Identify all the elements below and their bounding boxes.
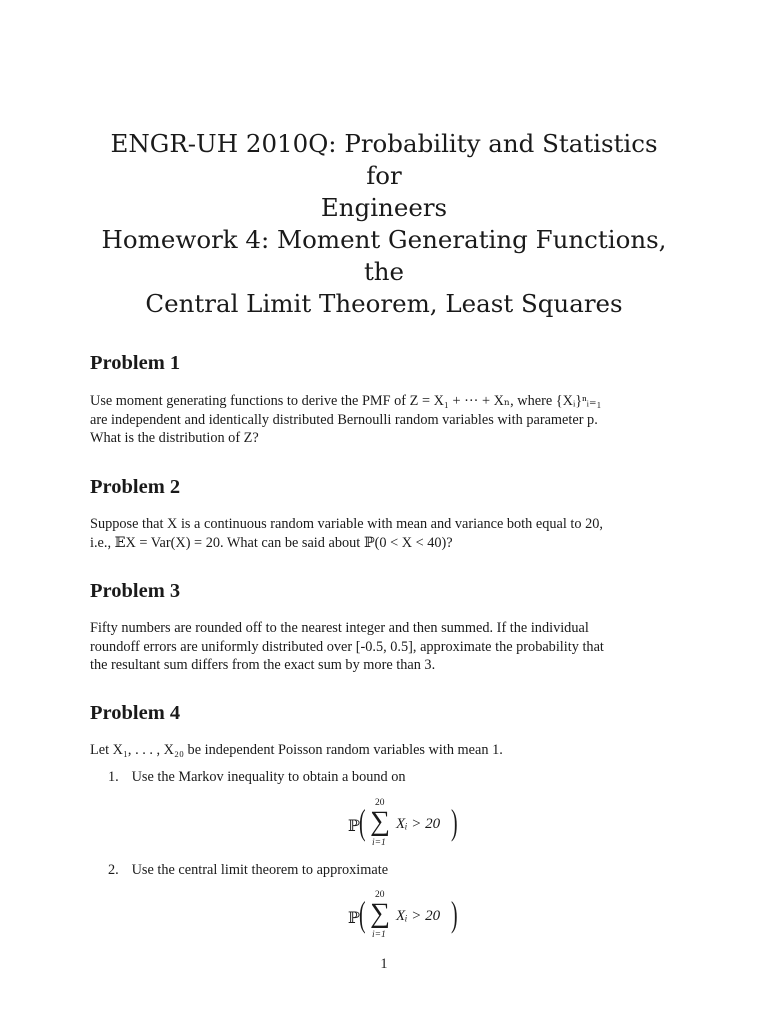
item-number: 1. xyxy=(108,769,119,785)
sum-lower-limit: i=1 xyxy=(372,838,386,848)
sum-body: Xᵢ > 20 xyxy=(396,908,441,924)
sigma-symbol: ∑ xyxy=(370,898,390,929)
left-paren-glyph: ( xyxy=(359,802,366,842)
problem-1-heading: Problem 1 xyxy=(90,352,181,374)
probability-sum-formula xyxy=(348,890,508,946)
text-line: the resultant sum differs from the exact sum by more than 3. xyxy=(90,657,436,673)
item-text: Use the central limit theorem to approximate xyxy=(131,862,389,878)
problem-4-heading: Problem 4 xyxy=(90,702,181,724)
sum-lower-limit: i=1 xyxy=(372,930,386,940)
probability-symbol: ℙ xyxy=(348,910,361,927)
right-paren-glyph: ) xyxy=(451,802,458,842)
text-line: roundoff errors are uniformly distributed over [-0.5, 0.5], approximate the probability that xyxy=(90,638,604,655)
sum-upper-limit: 20 xyxy=(375,798,385,808)
document-title xyxy=(90,128,678,320)
sum-body: Xᵢ > 20 xyxy=(396,816,441,832)
item-number: 2. xyxy=(108,862,119,878)
text-line: Let X₁, . . . , X₂₀ be independent Poisson random variables with mean 1. xyxy=(90,742,503,758)
probability-sum-formula xyxy=(348,798,508,854)
text-line: Suppose that X is a continuous random variable with mean and variance both equal to 20, xyxy=(90,516,603,532)
title-line: Central Limit Theorem, Least Squares xyxy=(145,289,623,318)
right-paren-glyph: ) xyxy=(451,894,458,934)
probability-symbol: ℙ xyxy=(348,818,361,835)
title-line: Engineers xyxy=(320,193,448,222)
item-text: Use the Markov inequality to obtain a bound on xyxy=(131,769,406,785)
problem-2-heading: Problem 2 xyxy=(90,476,181,498)
problem-4-item-2 xyxy=(108,862,388,879)
problem-3-text xyxy=(90,619,680,675)
text-line: i.e., 𝔼X = Var(X) = 20. What can be said about ℙ(0 < X < 40)? xyxy=(90,534,453,551)
problem-2-text xyxy=(90,515,680,552)
text-line: What is the distribution of Z? xyxy=(90,430,259,446)
sum-upper-limit: 20 xyxy=(375,890,385,900)
sigma-symbol: ∑ xyxy=(370,806,390,837)
problem-4-intro xyxy=(90,741,680,760)
left-paren-glyph: ( xyxy=(359,894,366,934)
title-line: ENGR-UH 2010Q: Probability and Statistics for xyxy=(110,129,658,190)
text-line: Fifty numbers are rounded off to the nearest integer and then summed. If the individual xyxy=(90,620,589,636)
text-line: Use moment generating functions to derive the PMF of Z = X₁ + ··· + Xₙ, where {Xᵢ}ⁿᵢ₌₁ xyxy=(90,393,602,409)
problem-4-item-1 xyxy=(108,769,406,786)
text-line: are independent and identically distributed Bernoulli random variables with parameter p. xyxy=(90,411,598,428)
problem-1-text xyxy=(90,392,680,448)
title-line: Homework 4: Moment Generating Functions, the xyxy=(101,225,667,286)
problem-3-heading: Problem 3 xyxy=(90,580,181,602)
page-number: 1 xyxy=(380,956,388,972)
